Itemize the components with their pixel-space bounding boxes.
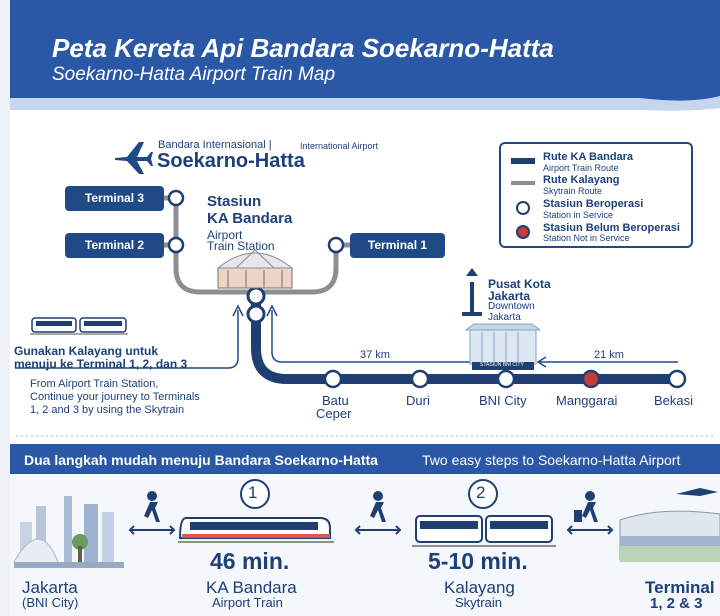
airport-label-en: International Airport — [300, 141, 379, 151]
airport-name: Soekarno-Hatta — [157, 150, 305, 172]
batu-ceper-stop — [325, 371, 341, 387]
bekasi-stop — [669, 371, 685, 387]
terminal-2-label: Terminal 2 — [65, 233, 164, 258]
terminal-2-stop — [169, 238, 183, 252]
map-legend — [499, 142, 693, 248]
manggarai-stop — [583, 371, 599, 387]
duri-stop — [412, 371, 428, 387]
walking-person-icon-1 — [130, 491, 174, 534]
terminal-1-label: Terminal 1 — [350, 233, 445, 258]
terminal-1-stop — [329, 238, 343, 252]
monas-monument-icon — [462, 268, 482, 316]
legend-item-3-label: Stasiun Beroperasi — [543, 198, 644, 210]
airport-station-skytrain-stop — [248, 288, 264, 304]
airport-station-label-2: KA Bandara — [207, 210, 293, 227]
step-2-label-2: Skytrain — [455, 595, 502, 610]
start-label-1: Jakarta — [22, 578, 78, 597]
page-subtitle: Soekarno-Hatta Airport Train Map — [52, 64, 336, 85]
downtown-label-1: Pusat Kota — [488, 277, 551, 291]
skytrain-note-id-1: Gunakan Kalayang untuk — [14, 344, 159, 358]
airport-train-route — [256, 296, 678, 379]
legend-item-3-sub: Station in Service — [543, 210, 614, 220]
downtown-label-2: Jakarta — [488, 289, 531, 303]
legend-item-2-label: Rute Kalayang — [543, 174, 620, 186]
jakarta-skyline-icon — [14, 496, 124, 568]
bni-city-sign: STASIUN BNI CITY — [480, 362, 524, 368]
steps-title-en: Two easy steps to Soekarno-Hatta Airport — [422, 452, 681, 468]
legend-not-in-service-swatch — [517, 226, 529, 238]
station-manggarai: Manggarai — [556, 393, 618, 408]
skytrain-note-en-2: Continue your journey to Terminals — [30, 391, 200, 403]
start-label-2: (BNI City) — [22, 595, 79, 610]
step-1-label-1: KA Bandara — [206, 578, 297, 597]
legend-item-1-sub: Airport Train Route — [543, 163, 619, 173]
airport-station-label-1: Stasiun — [207, 193, 262, 210]
legend-item-1-label: Rute KA Bandara — [543, 151, 634, 163]
step-2-number: 2 — [476, 483, 486, 502]
terminal-3-label: Terminal 3 — [65, 186, 164, 211]
legend-item-4-label: Stasiun Belum Beroperasi — [543, 222, 680, 234]
walking-person-icon-2 — [356, 491, 400, 534]
step-2-label-1: Kalayang — [444, 578, 515, 597]
legend-item-4-sub: Station Not in Service — [543, 233, 630, 243]
terminal-building-icon — [620, 488, 720, 562]
downtown-label-3: Downtown — [488, 301, 535, 312]
steps-title-id: Dua langkah mudah menuju Bandara Soekarno-Hatta — [24, 452, 378, 468]
skytrain-note-id-2: menuju ke Terminal 1, 2, dan 3 — [14, 357, 188, 371]
skytrain-vehicle-icon — [412, 516, 556, 546]
end-label-1: Terminal — [645, 578, 715, 597]
airport-label-id: Bandara Internasional | — [158, 139, 272, 151]
terminal-3-stop — [169, 191, 183, 205]
station-batu-ceper-2: Ceper — [316, 406, 352, 421]
airport-station-building-icon — [218, 250, 292, 288]
airport-train-icon — [178, 518, 334, 542]
bni-city-stop — [498, 371, 514, 387]
airport-station-label-3: Airport — [207, 228, 243, 242]
downtown-label-4: Jakarta — [488, 312, 521, 323]
skytrain-note-en-3: 1, 2 and 3 by using the Skytrain — [30, 404, 185, 416]
steps-illustrations — [0, 476, 720, 616]
step-1-duration: 46 min. — [210, 548, 290, 574]
legend-in-service-swatch — [517, 202, 529, 214]
airport-station-label-4: Train Station — [207, 239, 275, 253]
distance-bni-bekasi: 21 km — [594, 349, 624, 361]
skytrain-note-en-1: From Airport Train Station, — [30, 378, 159, 390]
step-2-duration: 5-10 min. — [428, 548, 528, 574]
page-title: Peta Kereta Api Bandara Soekarno-Hatta — [52, 33, 554, 63]
legend-item-2-sub: Skytrain Route — [543, 186, 603, 196]
station-bni-city: BNI City — [479, 393, 527, 408]
station-batu-ceper-1: Batu — [322, 393, 349, 408]
end-label-2: 1, 2 & 3 — [650, 595, 703, 612]
airport-station-train-stop — [248, 306, 264, 322]
station-bekasi: Bekasi — [654, 393, 694, 408]
walking-person-icon-3 — [568, 491, 612, 534]
legend-symbols — [509, 150, 539, 242]
legend-airport-route-swatch — [511, 158, 535, 164]
station-duri: Duri — [406, 393, 430, 408]
legend-skytrain-swatch — [511, 181, 535, 185]
skytrain-icon — [30, 318, 128, 334]
step-1-number: 1 — [248, 483, 258, 502]
step-1-label-2: Airport Train — [212, 595, 283, 610]
distance-airport-bni: 37 km — [360, 349, 390, 361]
